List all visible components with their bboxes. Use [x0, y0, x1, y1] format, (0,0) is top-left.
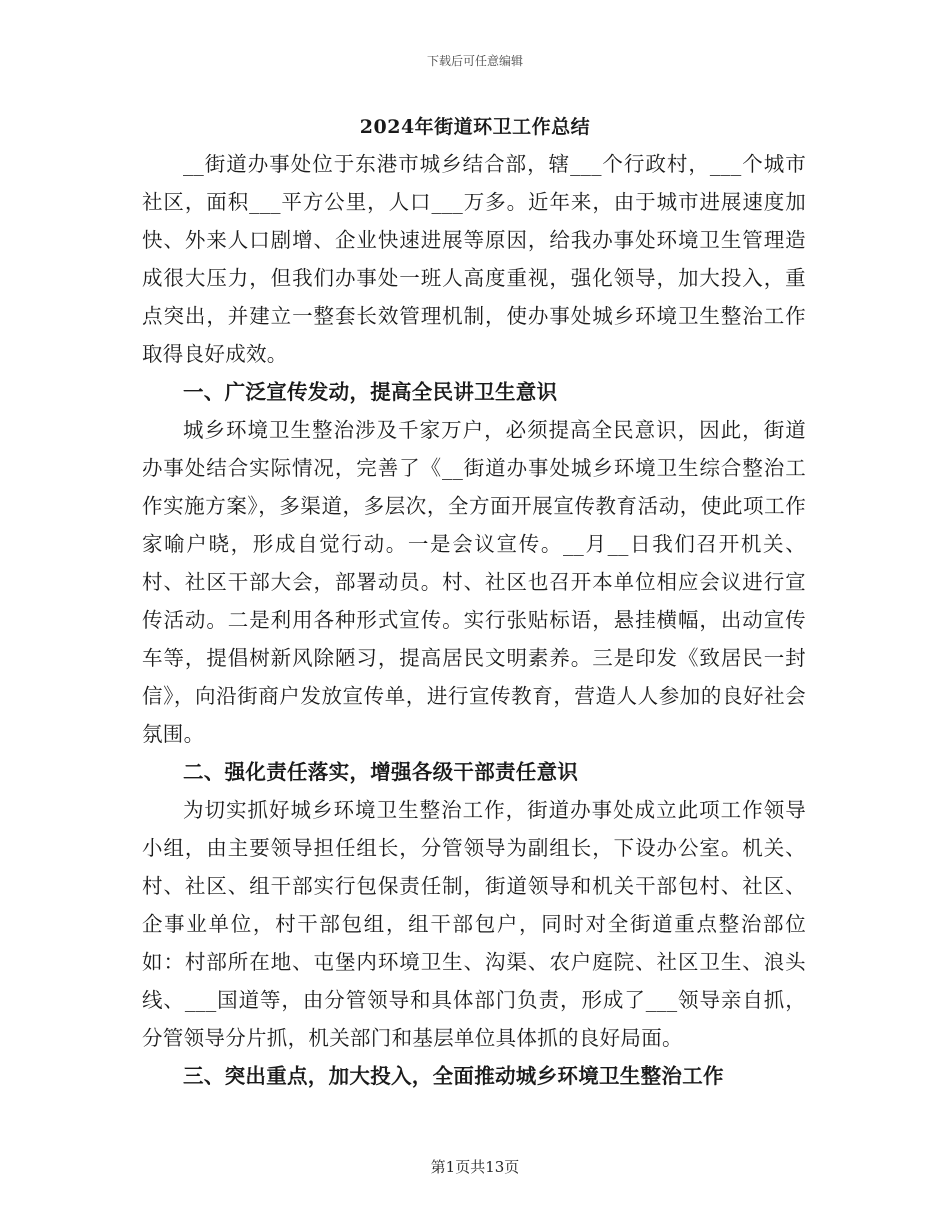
section-2-paragraph: 为切实抓好城乡环境卫生整治工作，街道办事处成立此项工作领导小组，由主要领导担任组长，分管领导为副组长，下设办公室。机关、村、社区、组干部实行包保责任制，街道领导和机关干部包村、社区、企事业单位，村干部包组，组干部包户，同时对全街道重点整治部位如：村部所在地、屯堡内环境卫生、沟渠、农户庭院、社区卫生、浪头线、___国道等，由分管领导和具体部门负责，形成了___领导亲自抓，分管领导分片抓，机关部门和基层单位具体抓的良好局面。	[142, 798, 806, 1050]
section-3-heading: 三、突出重点，加大投入，全面推动城乡环境卫生整治工作	[183, 1064, 724, 1088]
document-body	[142, 145, 806, 1095]
section-2-heading: 二、强化责任落实，增强各级干部责任意识	[183, 760, 579, 784]
section-1-paragraph: 城乡环境卫生整治涉及千家万户，必须提高全民意识，因此，街道办事处结合实际情况，完善了《__街道办事处城乡环境卫生综合整治工作实施方案》，多渠道，多层次，全方面开展宣传教育活动，使此项工作家喻户晓，形成自觉行动。一是会议宣传。__月__日我们召开机关、村、社区干部大会，部署动员。村、社区也召开本单位相应会议进行宣传活动。二是利用各种形式宣传。实行张贴标语，悬挂横幅，出动宣传车等，提倡树新风除陋习，提高居民文明素养。三是印发《致居民一封信》，向沿街商户发放宣传单，进行宣传教育，营造人人参加的良好社会氛围。	[142, 418, 806, 746]
intro-paragraph: __街道办事处位于东港市城乡结合部，辖___个行政村，___个城市社区，面积___平方公里，人口___万多。近年来，由于城市进展速度加快、外来人口剧增、企业快速进展等原因，给我办事处环境卫生管理造成很大压力，但我们办事处一班人高度重视，强化领导，加大投入，重点突出，并建立一整套长效管理机制，使办事处城乡环境卫生整治工作取得良好成效。	[142, 152, 806, 366]
document-title: 2024年街道环卫工作总结	[359, 116, 591, 138]
header-note: 下载后可任意编辑	[426, 54, 523, 68]
section-1-heading: 一、广泛宣传发动，提高全民讲卫生意识	[183, 380, 558, 404]
page-footer: 第1页共13页	[430, 1158, 520, 1176]
